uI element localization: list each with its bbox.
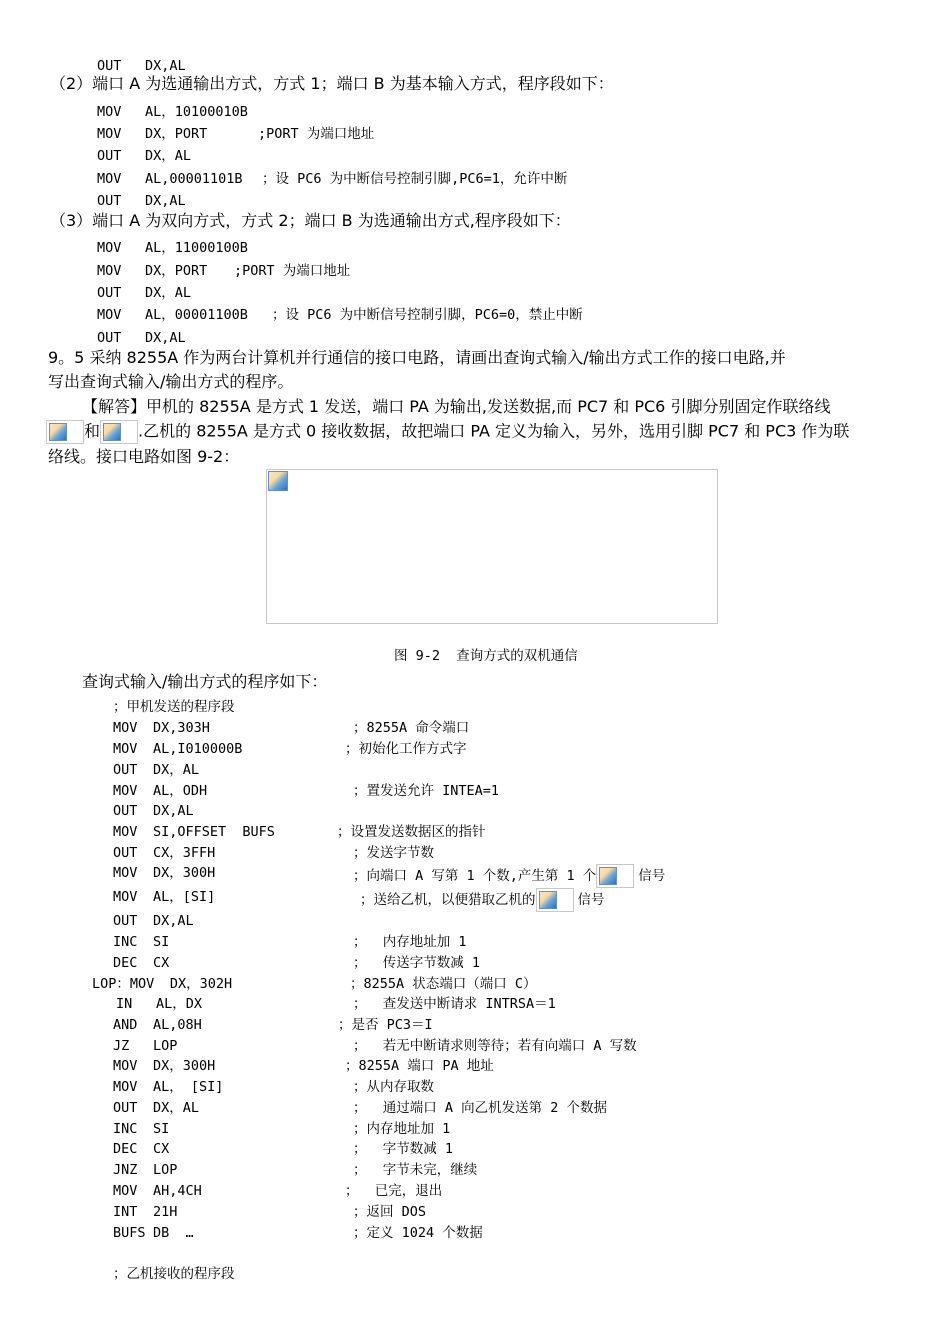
code-operand: AL,I010000B	[153, 741, 243, 757]
code-opcode: DEC	[113, 1141, 138, 1157]
code-line: MOV AL，11000100B	[97, 240, 248, 256]
code-opcode: OUT	[113, 913, 138, 929]
code-label: LOP：	[92, 976, 130, 992]
code-opcode: MOV	[113, 824, 138, 840]
code-line	[113, 912, 194, 930]
code-comment-text: ；置发送允许 INTEA=1	[353, 783, 500, 799]
code-line	[113, 823, 486, 841]
code-comment	[353, 1120, 450, 1138]
code-comment-text: ；向端口 A 写第 1 个数,产生第 1 个	[353, 868, 597, 884]
code-opcode: INT	[113, 1204, 138, 1220]
code-comment: ；设 PC6 为中断信号控制引脚,PC6=1，允许中断	[262, 171, 568, 187]
code-comment	[360, 888, 605, 912]
code-operand: 21H	[153, 1204, 178, 1220]
broken-image-icon	[596, 864, 634, 888]
code-comment-text: ； 传送字节数减 1	[353, 955, 481, 971]
code-comment	[353, 995, 556, 1013]
code-comment-text: ；设置发送数据区的指针	[337, 824, 486, 840]
code-comment-text: ；初始化工作方式字	[345, 741, 467, 757]
code-operand: AL，ODH	[153, 783, 208, 799]
code-line	[113, 1120, 451, 1138]
figure-caption: 图 9-2 查询方式的双机通信	[394, 648, 578, 664]
code-comment-text: ；是否 PC3＝I	[338, 1017, 433, 1033]
code-opcode: INC	[113, 934, 138, 950]
code-comment-text: ；8255A 端口 PA 地址	[345, 1058, 494, 1074]
code-comment-text: ； 通过端口 A 向乙机发送第 2 个数据	[353, 1100, 608, 1116]
code-line	[113, 740, 467, 758]
code-operand: AL， [SI]	[153, 1079, 224, 1095]
code-line	[113, 1203, 427, 1221]
code-line	[113, 1016, 433, 1034]
answer-text: 和 .乙机的 8255A 是方式 0 接收数据，故把端口 PA 定义为输入，另外，选用引脚 PC7 和 PC3 作为联	[46, 420, 849, 444]
code-operand: DX,AL	[153, 913, 194, 929]
broken-image-icon	[268, 471, 288, 491]
code-operand: SI	[153, 1121, 170, 1137]
code-opcode: OUT	[113, 845, 138, 861]
code-comment-text: ； 字节数减 1	[353, 1141, 454, 1157]
code-line	[113, 761, 199, 779]
code-opcode: MOV	[113, 783, 138, 799]
code-comment-text: ；8255A 命令端口	[353, 720, 470, 736]
section-heading: （2）端口 A 为选通输出方式，方式 1；端口 B 为基本输入方式，程序段如下：	[50, 74, 614, 93]
code-opcode: DEC	[113, 955, 138, 971]
code-operand: SI	[153, 934, 170, 950]
code-line	[113, 864, 666, 884]
code-operand: DX，302H	[169, 976, 233, 992]
code-opcode: OUT	[113, 803, 138, 819]
code-line	[113, 782, 500, 800]
code-comment	[353, 954, 480, 972]
code-comment-text: 信号	[638, 868, 666, 884]
code-comment-text: ； 查发送中断请求 INTRSA＝1	[353, 996, 556, 1012]
code-line: OUT DX,AL	[97, 193, 186, 209]
code-comment	[353, 844, 434, 862]
code-line	[113, 1057, 494, 1075]
code-line	[113, 844, 434, 862]
code-operand: LOP	[153, 1162, 178, 1178]
answer-text: 络线。接口电路如图 9-2：	[48, 447, 240, 466]
code-operand: AL，DX	[156, 996, 203, 1012]
code-comment	[353, 1140, 453, 1158]
program-intro: 查询式输入/输出方式的程序如下：	[82, 672, 328, 691]
code-opcode: AND	[113, 1017, 138, 1033]
code-opcode: OUT	[113, 762, 138, 778]
code-line	[113, 954, 481, 972]
code-comment	[345, 1182, 442, 1200]
code-opcode: MOV	[113, 889, 138, 905]
code-opcode: MOV	[113, 1183, 138, 1199]
code-line: MOV DX，PORT ;PORT 为端口地址	[97, 263, 351, 279]
code-operand: DX，300H	[153, 1058, 216, 1074]
code-line: MOV AL,00001101B ；设 PC6 为中断信号控制引脚,PC6=1，允许中断	[97, 171, 568, 187]
code-comment-text: ；送给乙机，以便猎取乙机的	[360, 892, 536, 908]
code-comment	[353, 1161, 477, 1179]
code-comment-text: ； 字节未完，继续	[353, 1162, 478, 1178]
code-comment	[353, 1037, 637, 1055]
code-operand: AH,4CH	[153, 1183, 202, 1199]
code-comment-text: ； 若无中断请求则等待；若有向端口 A 写数	[353, 1038, 637, 1054]
code-line	[113, 888, 605, 908]
code-line	[113, 719, 470, 737]
code-comment-text: ；发送字节数	[353, 845, 434, 861]
code-comment	[337, 823, 486, 841]
code-line	[113, 1037, 637, 1055]
code-comment	[345, 1057, 494, 1075]
code-opcode: MOV	[113, 1079, 138, 1095]
code-opcode: MOV	[113, 1058, 138, 1074]
code-line: OUT DX,AL	[97, 58, 186, 74]
question-text: 写出查询式输入/输出方式的程序。	[48, 372, 294, 391]
broken-image-icon	[536, 888, 574, 912]
code-operand: AL,08H	[153, 1017, 202, 1033]
code-comment: ;PORT 为端口地址	[258, 126, 375, 142]
code-comment-text: ；内存地址加 1	[353, 1121, 451, 1137]
code-line: OUT DX，AL	[97, 148, 192, 164]
code-comment	[353, 1099, 607, 1117]
code-line	[92, 975, 537, 993]
code-line	[113, 1099, 608, 1117]
code-operand: CX，3FFH	[153, 845, 216, 861]
code-opcode: INC	[113, 1121, 138, 1137]
code-comment-text: ； 内存地址加 1	[353, 934, 467, 950]
code-operand: LOP	[153, 1038, 178, 1054]
code-line	[113, 933, 467, 951]
code-comment-text: ；8255A 状态端口（端口 C）	[350, 976, 537, 992]
code-operand: DX，AL	[153, 762, 200, 778]
code-comment	[353, 1203, 426, 1221]
code-opcode: JNZ	[113, 1162, 138, 1178]
code-operand: DX，AL	[153, 1100, 200, 1116]
code-line: MOV AL，00001100B ；设 PC6 为中断信号控制引脚，PC6=0，禁止中断	[97, 307, 583, 323]
code-comment-text: ； 已完，退出	[345, 1183, 443, 1199]
code-line	[116, 995, 556, 1013]
code-opcode: BUFS	[113, 1225, 146, 1241]
code-line	[113, 802, 194, 820]
code-opcode: MOV	[113, 720, 138, 736]
code-comment	[353, 1224, 483, 1242]
code-comment-text: ；返回 DOS	[353, 1204, 427, 1220]
code-operand: DX,303H	[153, 720, 210, 736]
code-line	[113, 1161, 478, 1179]
code-opcode: JZ	[113, 1038, 130, 1054]
broken-image-icon	[100, 420, 138, 444]
code-line: OUT DX，AL	[97, 285, 192, 301]
code-opcode: IN	[116, 996, 133, 1012]
code-operand: DX,AL	[153, 803, 194, 819]
code-line	[113, 1182, 443, 1200]
code-comment	[353, 864, 665, 888]
code-comment: ;PORT 为端口地址	[234, 263, 351, 279]
code-comment-text: 信号	[577, 892, 605, 908]
code-comment	[353, 719, 469, 737]
code-line: MOV DX，PORT ;PORT 为端口地址	[97, 126, 375, 142]
code-comment	[353, 1078, 434, 1096]
code-comment: ；甲机发送的程序段	[113, 699, 235, 715]
code-opcode: MOV	[129, 976, 155, 992]
code-operand: DX，300H	[153, 865, 216, 881]
answer-text: 【解答】甲机的 8255A 是方式 1 发送，端口 PA 为输出,发送数据,而 PC7 和 PC6 引脚分别固定作联络线	[82, 397, 831, 416]
code-comment-text: ；从内存取数	[353, 1079, 434, 1095]
code-comment	[338, 1016, 433, 1034]
code-operand: DB …	[153, 1225, 194, 1241]
question-text: 9。5 采纳 8255A 作为两台计算机并行通信的接口电路，请画出查询式输入/输出方式工作的接口电路,并	[48, 348, 786, 367]
code-operand: CX	[153, 1141, 170, 1157]
section-heading: （3）端口 A 为双向方式，方式 2；端口 B 为选通输出方式,程序段如下：	[50, 211, 571, 230]
code-comment	[353, 933, 467, 951]
code-operand: SI,OFFSET BUFS	[153, 824, 275, 840]
code-opcode: MOV	[113, 741, 138, 757]
code-comment: ；设 PC6 为中断信号控制引脚，PC6=0，禁止中断	[272, 307, 583, 323]
code-line: MOV AL，10100010B	[97, 104, 248, 120]
code-opcode: OUT	[113, 1100, 138, 1116]
code-line	[113, 1224, 483, 1242]
code-comment: ；乙机接收的程序段	[113, 1266, 235, 1282]
code-comment-text: ；定义 1024 个数据	[353, 1225, 483, 1241]
figure-placeholder	[266, 469, 718, 624]
code-line: OUT DX,AL	[97, 330, 186, 346]
code-line	[113, 1140, 454, 1158]
broken-image-icon	[46, 420, 84, 444]
code-comment	[350, 975, 537, 993]
code-opcode: MOV	[113, 865, 138, 881]
code-line	[113, 1078, 434, 1096]
code-operand: CX	[153, 955, 170, 971]
code-comment	[353, 782, 499, 800]
code-comment	[345, 740, 467, 758]
code-operand: AL，[SI]	[153, 889, 216, 905]
